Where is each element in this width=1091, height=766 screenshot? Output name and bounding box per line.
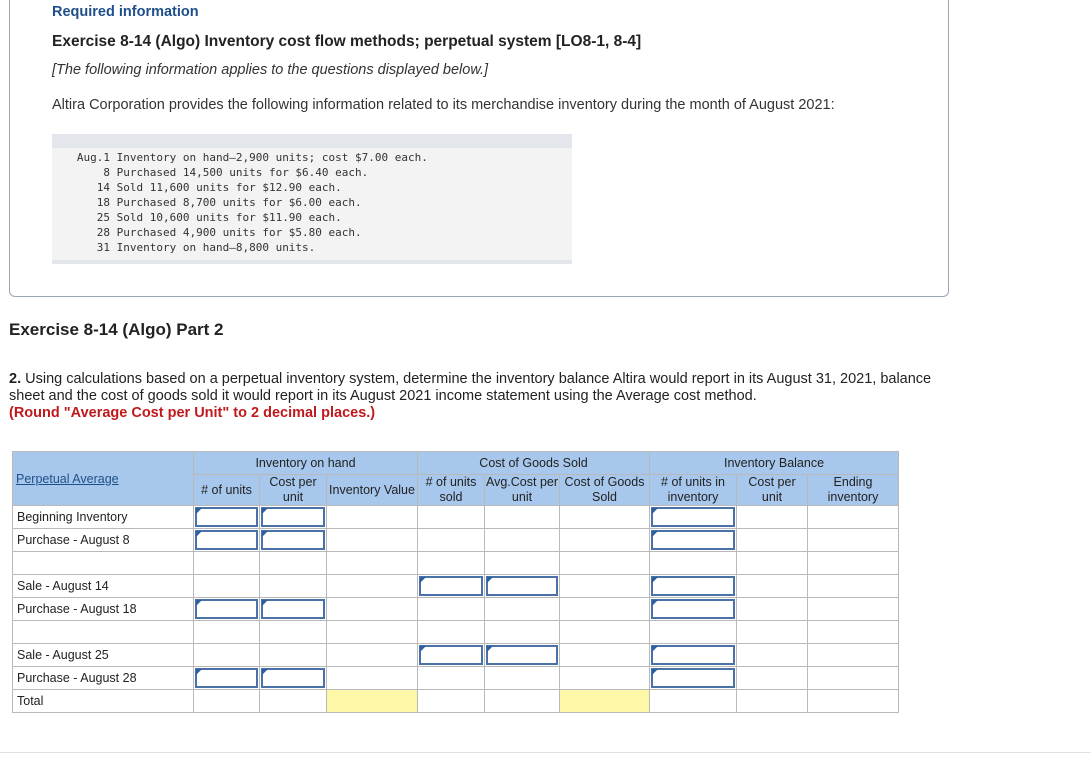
group-cost-of-goods-sold: Cost of Goods Sold: [418, 452, 650, 475]
input-units-sold[interactable]: [418, 644, 485, 667]
cell: [327, 621, 418, 644]
rounding-instruction: (Round "Average Cost per Unit" to 2 decimal places.): [9, 405, 376, 421]
perpetual-average-worksheet: [12, 451, 899, 713]
input-units-in-inventory[interactable]: [650, 598, 737, 621]
input-avg-cost[interactable]: [485, 644, 560, 667]
transaction-row: 18 Purchased 8,700 units for $6.00 each.: [96, 196, 362, 209]
cell: [260, 690, 327, 713]
cell: [560, 644, 650, 667]
input-units-in-inventory[interactable]: [650, 506, 737, 529]
row-label: Beginning Inventory: [13, 506, 194, 529]
info-note: [The following information applies to the questions displayed below.]: [52, 62, 489, 78]
cell: [260, 575, 327, 598]
part-title: Exercise 8-14 (Algo) Part 2: [9, 320, 224, 339]
cell: [808, 667, 899, 690]
cell: [485, 529, 560, 552]
input-units-sold[interactable]: [418, 575, 485, 598]
cell: [194, 575, 260, 598]
cell: [327, 529, 418, 552]
col-inventory-value: Inventory Value: [327, 475, 418, 506]
input-units[interactable]: [194, 598, 260, 621]
col-ending-inventory: Ending inventory: [808, 475, 899, 506]
row-label: Purchase - August 18: [13, 598, 194, 621]
cell: [194, 644, 260, 667]
cell: [418, 506, 485, 529]
transaction-row: 31 Inventory on hand—8,800 units.: [96, 241, 316, 254]
col-units-sold: # of units sold: [418, 475, 485, 506]
cell: [737, 575, 808, 598]
cell: [194, 690, 260, 713]
cell: [485, 621, 560, 644]
input-units[interactable]: [194, 529, 260, 552]
input-units[interactable]: [194, 667, 260, 690]
cell: [737, 529, 808, 552]
cell: [737, 690, 808, 713]
required-info-label: Required information: [52, 4, 199, 20]
input-avg-cost[interactable]: [485, 575, 560, 598]
cell: [418, 690, 485, 713]
cell: [418, 667, 485, 690]
exercise-title: Exercise 8-14 (Algo) Inventory cost flow methods; perpetual system [LO8-1, 8-4]: [52, 33, 642, 50]
cell: [808, 552, 899, 575]
transaction-row: 14 Sold 11,600 units for $12.90 each.: [96, 181, 342, 194]
question-text: 2. Using calculations based on a perpetual inventory system, determine the inventory balance Altira would report in its August 31, 2021, balance sheet and the cost of goods sold it would report in its August 2021 income statement using the Average cost method. (Round "Average Cost per Unit" to 2 decimal places.): [9, 371, 932, 421]
input-units[interactable]: [194, 506, 260, 529]
cell: [327, 598, 418, 621]
total-inventory-value: [327, 690, 418, 713]
cell: [650, 690, 737, 713]
cell: [485, 690, 560, 713]
cell: [650, 552, 737, 575]
input-cost-per-unit[interactable]: [260, 598, 327, 621]
cell: [418, 621, 485, 644]
cell: [327, 506, 418, 529]
cell: [13, 552, 194, 575]
input-units-in-inventory[interactable]: [650, 667, 737, 690]
cell: [808, 644, 899, 667]
transaction-row: 8 Purchased 14,500 units for $6.40 each.: [103, 166, 369, 179]
cell: [808, 621, 899, 644]
method-header: Perpetual Average: [13, 452, 194, 506]
input-units-in-inventory[interactable]: [650, 529, 737, 552]
cell: [560, 598, 650, 621]
cell: [485, 552, 560, 575]
col-cost-per-unit: Cost per unit: [260, 475, 327, 506]
cell: [485, 598, 560, 621]
input-units-in-inventory[interactable]: [650, 575, 737, 598]
cell: [194, 621, 260, 644]
cell: [808, 506, 899, 529]
cell: [560, 621, 650, 644]
cell: [260, 552, 327, 575]
cell: [737, 598, 808, 621]
cell: [560, 529, 650, 552]
cell: [485, 506, 560, 529]
intro-text: Altira Corporation provides the following information related to its merchandise inventory during the month of August 2021:: [52, 97, 835, 113]
transaction-list: [52, 134, 572, 264]
row-label: Purchase - August 28: [13, 667, 194, 690]
input-units-in-inventory[interactable]: [650, 644, 737, 667]
cell: [418, 598, 485, 621]
col-units-inventory: # of units in inventory: [650, 475, 737, 506]
cell: [737, 621, 808, 644]
col-cogs: Cost of Goods Sold: [560, 475, 650, 506]
cell: [327, 667, 418, 690]
cell: [560, 506, 650, 529]
cell: [808, 575, 899, 598]
bottom-separator: [0, 752, 1091, 766]
cell: [737, 552, 808, 575]
cell: [560, 552, 650, 575]
cell: [737, 667, 808, 690]
cell: [808, 598, 899, 621]
cell: [418, 552, 485, 575]
row-label: Total: [13, 690, 194, 713]
transaction-row: 25 Sold 10,600 units for $11.90 each.: [96, 211, 342, 224]
cell: [194, 552, 260, 575]
cell: [327, 644, 418, 667]
cell: [418, 529, 485, 552]
row-label: Sale - August 14: [13, 575, 194, 598]
row-label: Sale - August 25: [13, 644, 194, 667]
cell: [260, 621, 327, 644]
cell: [485, 667, 560, 690]
cell: [560, 575, 650, 598]
cell: [808, 529, 899, 552]
group-inventory-on-hand: Inventory on hand: [194, 452, 418, 475]
cell: [327, 552, 418, 575]
transaction-row: Aug.1 Inventory on hand—2,900 units; cost $7.00 each.: [76, 151, 428, 164]
cell: [808, 690, 899, 713]
cell: [737, 506, 808, 529]
row-label: Purchase - August 8: [13, 529, 194, 552]
col-units: # of units: [194, 475, 260, 506]
cell: [650, 621, 737, 644]
total-cogs: [560, 690, 650, 713]
group-inventory-balance: Inventory Balance: [650, 452, 899, 475]
cell: [560, 667, 650, 690]
input-cost-per-unit[interactable]: [260, 529, 327, 552]
cell: [737, 644, 808, 667]
col-avg-cost: Avg.Cost per unit: [485, 475, 559, 504]
cell: [327, 575, 418, 598]
cell: [260, 644, 327, 667]
input-cost-per-unit[interactable]: [260, 506, 327, 529]
cell: [13, 621, 194, 644]
transaction-row: 28 Purchased 4,900 units for $5.80 each.: [96, 226, 362, 239]
col-balance-cost-per-unit: Cost per unit: [737, 475, 808, 506]
input-cost-per-unit[interactable]: [260, 667, 327, 690]
